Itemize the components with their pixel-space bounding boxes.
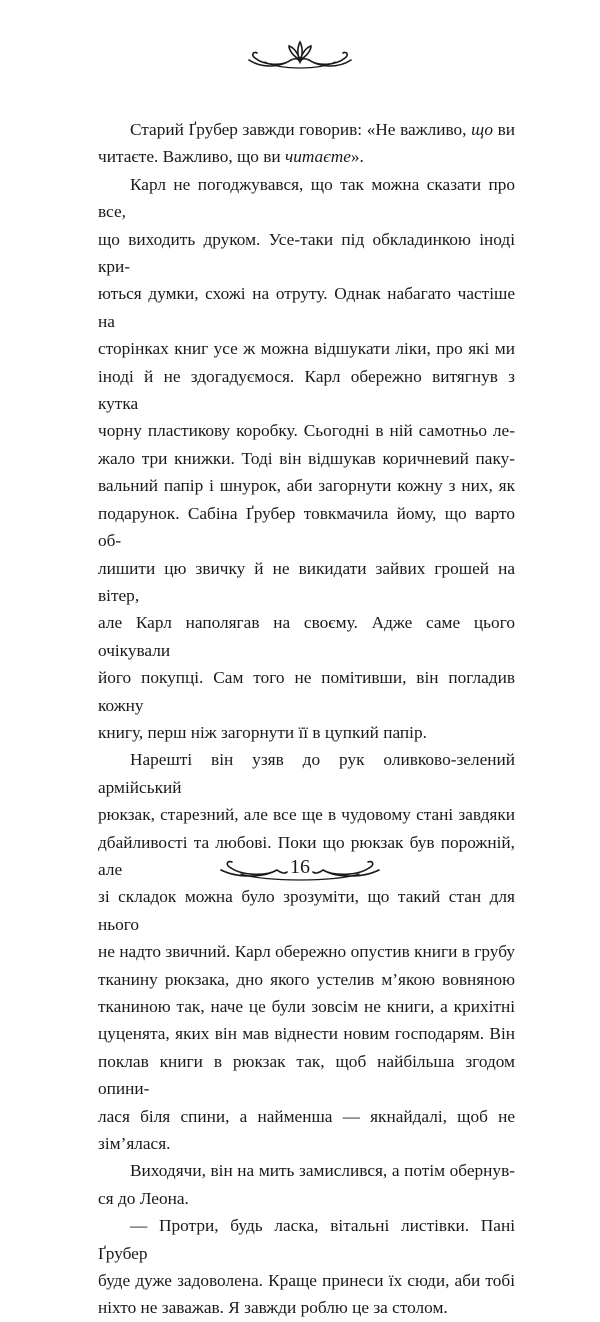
text-line: ніхто не заважав. Я завжди роблю це за столом. bbox=[98, 1298, 448, 1318]
text-line: не надто звичний. Карл обережно опустив книги в грубу bbox=[98, 942, 515, 962]
text-line: ся до Леона. bbox=[98, 1188, 189, 1208]
text-line: дбайливості та любові. Поки що рюкзак був порожній, але bbox=[98, 832, 515, 879]
text-line: книгу, перш ніж загорнути її в цупкий папір. bbox=[98, 722, 427, 742]
text-line: Карл не погоджувався, що так можна сказати про все, bbox=[98, 174, 515, 222]
top-ornament-icon bbox=[0, 38, 600, 72]
text-line: поклав книги в рюкзак так, щоб найбільша згодом опини- bbox=[98, 1051, 515, 1099]
text-line: читаєте. Важливо, що ви читаєте». bbox=[98, 147, 364, 167]
text-line: іноді й не здогадуємося. Карл обережно витягнув з кутка bbox=[98, 366, 515, 414]
text-line: — Протри, будь ласка, вітальні листівки. Пані Ґрубер bbox=[98, 1216, 515, 1263]
text-line: тканину рюкзака, дно якого устелив м’якою вовняною bbox=[98, 969, 515, 989]
paragraph bbox=[98, 746, 515, 1157]
text-line: подарунок. Сабіна Ґрубер товкмачила йому, що варто об- bbox=[98, 503, 515, 551]
paragraph bbox=[98, 171, 515, 747]
text-line: сторінках книг усе ж можна відшукати ліки, про які ми bbox=[98, 339, 515, 359]
emphasis: читаєте bbox=[284, 147, 351, 167]
text-line: Виходячи, він на мить замислився, а потім обернув- bbox=[130, 1161, 515, 1181]
text-line: чорну пластикову коробку. Сьогодні в ній самотньо ле- bbox=[98, 421, 515, 441]
text-line: буде дуже задоволена. Краще принеси їх сюди, аби тобі bbox=[98, 1271, 515, 1291]
text-line: зі складок можна було зрозуміти, що такий стан для нього bbox=[98, 887, 515, 934]
text-line: лишити цю звичку й не викидати зайвих грошей на вітер, bbox=[98, 558, 515, 605]
paragraph bbox=[98, 116, 515, 171]
text-line: Старий Ґрубер завжди говорив: «Не важливо, що ви bbox=[130, 120, 516, 139]
text-line: що виходить друком. Усе-таки під обкладинкою іноді кри- bbox=[98, 229, 515, 277]
emphasis: що bbox=[471, 120, 493, 139]
text-line: жало три книжки. Тоді він відшукав коричневий паку- bbox=[98, 448, 515, 468]
text-line: його покупці. Сам того не помітивши, він погладив кожну bbox=[98, 668, 515, 715]
text-line: але Карл наполягав на своєму. Адже саме цього очікували bbox=[98, 613, 515, 660]
text-line: цуценята, яких він мав віднести новим господарям. Він bbox=[98, 1024, 515, 1044]
paragraph bbox=[98, 1157, 515, 1212]
page-number: 16 bbox=[290, 856, 310, 878]
paragraph bbox=[98, 1212, 515, 1322]
text-line: лася біля спини, а найменша — якнайдалі, щоб не зім’ялася. bbox=[98, 1106, 515, 1154]
text-line: Нарешті він узяв до рук оливково-зелений армійський bbox=[98, 750, 515, 797]
text-line: вальний папір і шнурок, аби загорнути кожну з них, як bbox=[98, 476, 515, 496]
text-line: рюкзак, старезний, але все ще в чудовому стані завдяки bbox=[98, 805, 515, 825]
text-line: тканиною так, наче це були зовсім не книги, а крихітні bbox=[98, 997, 515, 1016]
body-text bbox=[98, 116, 515, 1322]
text-line: ються думки, схожі на отруту. Однак набагато частіше на bbox=[98, 284, 515, 331]
